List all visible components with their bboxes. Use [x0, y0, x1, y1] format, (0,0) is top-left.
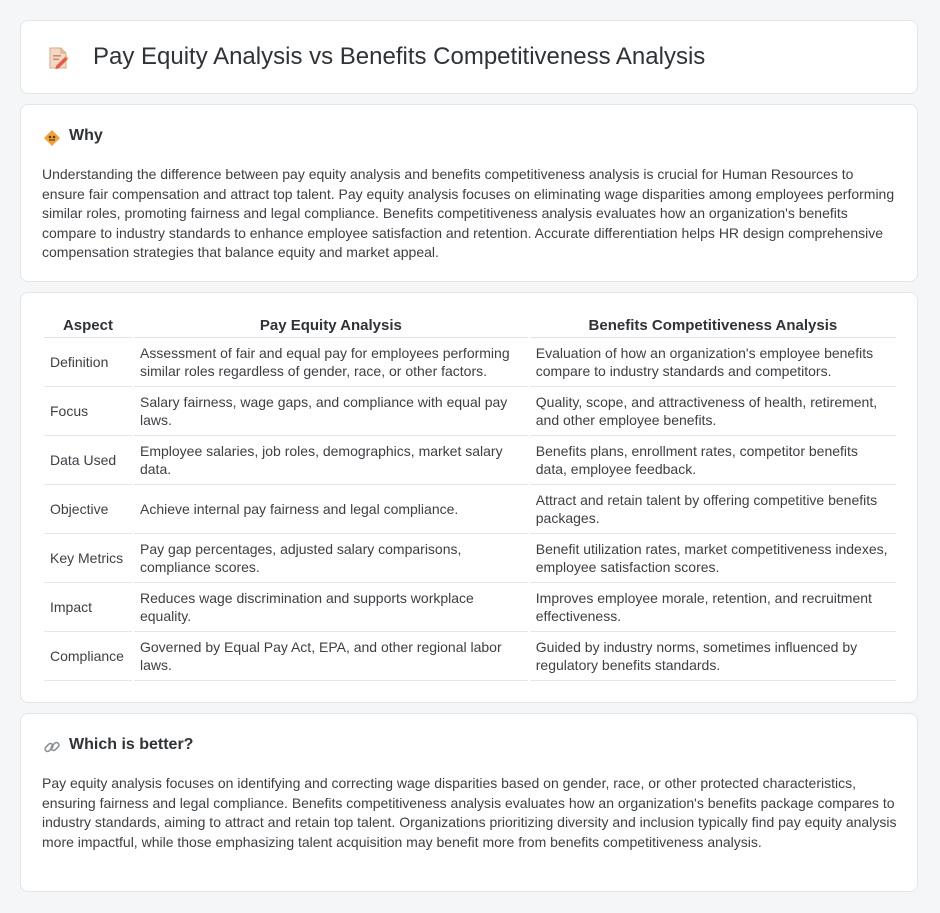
- pay-equity-cell: Assessment of fair and equal pay for employees performing similar roles regardless of gender, race, or other factors.: [134, 338, 528, 387]
- benefits-cell: Improves employee morale, retention, and recruitment effectiveness.: [530, 583, 896, 632]
- why-section: [20, 104, 918, 282]
- benefits-cell: Benefit utilization rates, market competitiveness indexes, employee satisfaction scores.: [530, 534, 896, 583]
- row-aspect: Compliance: [44, 632, 132, 681]
- title-card: [20, 20, 918, 94]
- which-is-better-section: [20, 713, 918, 892]
- why-paragraph: Understanding the difference between pay equity analysis and benefits competitiveness analysis is crucial for Human Resources to ensure fair compensation and attract top talent. Pay equity analysis focuses on eliminating wage disparities among employees performing similar roles, promoting fairness and legal compliance. Benefits competitiveness analysis evaluates how an organization's benefits compare to industry standards to enhance employee satisfaction and retention. Accurate differentiation helps HR design comprehensive compensation strategies that balance equity and market appeal.: [42, 166, 895, 260]
- table-row: [44, 534, 896, 583]
- link-icon: [43, 738, 61, 756]
- row-aspect: Key Metrics: [44, 534, 132, 583]
- table-row: [44, 338, 896, 387]
- benefits-cell: Quality, scope, and attractiveness of health, retirement, and other employee benefits.: [530, 387, 896, 436]
- pay-equity-cell: Salary fairness, wage gaps, and compliance with equal pay laws.: [134, 387, 528, 436]
- pay-equity-cell: Achieve internal pay fairness and legal compliance.: [134, 485, 528, 534]
- column-header-pay-equity: Pay Equity Analysis: [134, 315, 528, 338]
- column-header-benefits: Benefits Competitiveness Analysis: [530, 315, 896, 338]
- diamond-sign-icon: [43, 129, 61, 147]
- table-row: [44, 387, 896, 436]
- table-header-row: [44, 315, 896, 338]
- benefits-cell: Benefits plans, enrollment rates, competitor benefits data, employee feedback.: [530, 436, 896, 485]
- why-heading: Why: [69, 127, 103, 144]
- row-aspect: Focus: [44, 387, 132, 436]
- document-pencil-icon: [47, 46, 69, 70]
- table-row: [44, 436, 896, 485]
- comparison-table: [42, 315, 898, 681]
- page-title: Pay Equity Analysis vs Benefits Competitiveness Analysis: [93, 43, 706, 70]
- better-heading: Which is better?: [69, 736, 194, 753]
- pay-equity-cell: Governed by Equal Pay Act, EPA, and other regional labor laws.: [134, 632, 528, 681]
- pay-equity-cell: Pay gap percentages, adjusted salary comparisons, compliance scores.: [134, 534, 528, 583]
- row-aspect: Objective: [44, 485, 132, 534]
- row-aspect: Impact: [44, 583, 132, 632]
- better-paragraph: Pay equity analysis focuses on identifying and correcting wage disparities based on gender, race, or other protected characteristics, ensuring fairness and legal compliance. Benefits competitiveness analysis evaluates how an organization's benefits package compares to industry standards, aiming to attract and retain top talent. Organizations prioritizing diversity and inclusion typically find pay equity analysis more impactful, while those emphasizing talent acquisition may benefit more from benefits competitiveness analysis.: [42, 775, 897, 850]
- row-aspect: Data Used: [44, 436, 132, 485]
- row-aspect: Definition: [44, 338, 132, 387]
- table-row: [44, 583, 896, 632]
- table-row: [44, 632, 896, 681]
- benefits-cell: Guided by industry norms, sometimes influenced by regulatory benefits standards.: [530, 632, 896, 681]
- pay-equity-cell: Reduces wage discrimination and supports workplace equality.: [134, 583, 528, 632]
- benefits-cell: Evaluation of how an organization's employee benefits compare to industry standards and competitors.: [530, 338, 896, 387]
- table-row: [44, 485, 896, 534]
- benefits-cell: Attract and retain talent by offering competitive benefits packages.: [530, 485, 896, 534]
- comparison-table-card: [20, 292, 918, 703]
- column-header-aspect: Aspect: [44, 315, 132, 338]
- pay-equity-cell: Employee salaries, job roles, demographics, market salary data.: [134, 436, 528, 485]
